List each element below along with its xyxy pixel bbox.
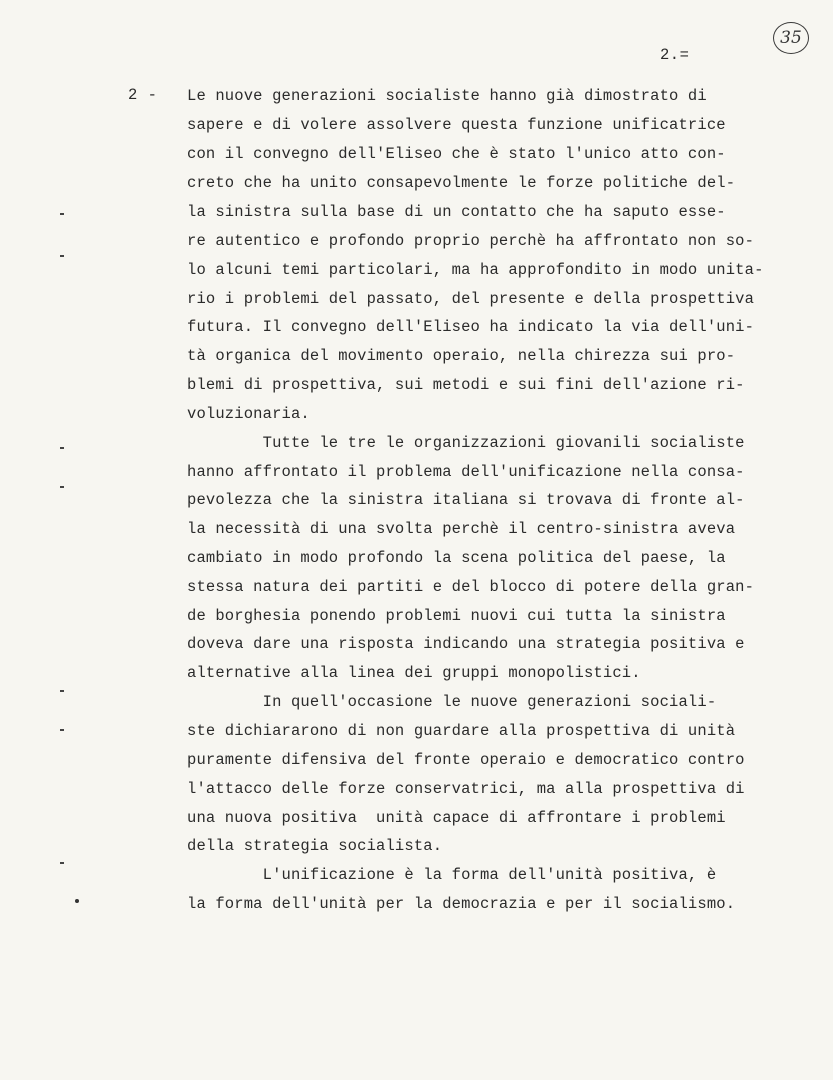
text-line: futura. Il convegno dell'Eliseo ha indicato la via dell'uni- bbox=[187, 318, 755, 336]
text-line: L'unificazione è la forma dell'unità positiva, è bbox=[187, 866, 717, 884]
text-line: In quell'occasione le nuove generazioni sociali- bbox=[187, 693, 717, 711]
text-line: ste dichiararono di non guardare alla prospettiva di unità bbox=[187, 722, 736, 740]
margin-mark bbox=[60, 729, 64, 731]
text-line: con il convegno dell'Eliseo che è stato l'unico atto con- bbox=[187, 145, 726, 163]
text-line: de borghesia ponendo problemi nuovi cui tutta la sinistra bbox=[187, 607, 726, 625]
text-line: la forma dell'unità per la democrazia e per il socialismo. bbox=[187, 895, 736, 913]
text-line: puramente difensiva del fronte operaio e democratico contro bbox=[187, 751, 745, 769]
text-line: pevolezza che la sinistra italiana si trovava di fronte al- bbox=[187, 491, 745, 509]
text-line: creto che ha unito consapevolmente le forze politiche del- bbox=[187, 174, 736, 192]
text-line: della strategia socialista. bbox=[187, 837, 443, 855]
text-line: hanno affrontato il problema dell'unificazione nella consa- bbox=[187, 463, 745, 481]
text-line: blemi di prospettiva, sui metodi e sui fini dell'azione ri- bbox=[187, 376, 745, 394]
text-line: rio i problemi del passato, del presente e della prospettiva bbox=[187, 290, 755, 308]
text-line: sapere e di volere assolvere questa funzione unificatrice bbox=[187, 116, 726, 134]
text-line: la sinistra sulla base di un contatto che ha saputo esse- bbox=[187, 203, 726, 221]
margin-mark bbox=[60, 447, 64, 449]
margin-mark bbox=[60, 862, 64, 864]
text-line: cambiato in modo profondo la scena politica del paese, la bbox=[187, 549, 726, 567]
item-number: 2 - bbox=[128, 86, 158, 104]
margin-mark bbox=[60, 486, 64, 488]
text-line: la necessità di una svolta perchè il centro-sinistra aveva bbox=[187, 520, 736, 538]
margin-mark bbox=[60, 690, 64, 692]
text-line: Le nuove generazioni socialiste hanno già dimostrato di bbox=[187, 87, 707, 105]
margin-mark bbox=[60, 255, 64, 257]
text-line: stessa natura dei partiti e del blocco di potere della gran- bbox=[187, 578, 755, 596]
text-line: voluzionaria. bbox=[187, 405, 310, 423]
text-line: doveva dare una risposta indicando una strategia positiva e bbox=[187, 635, 745, 653]
text-line: re autentico e profondo proprio perchè ha affrontato non so- bbox=[187, 232, 755, 250]
margin-mark bbox=[60, 213, 64, 215]
margin-dot bbox=[75, 899, 79, 903]
text-line: tà organica del movimento operaio, nella chirezza sui pro- bbox=[187, 347, 736, 365]
text-line: una nuova positiva unità capace di affrontare i problemi bbox=[187, 809, 726, 827]
text-line: alternative alla linea dei gruppi monopolistici. bbox=[187, 664, 641, 682]
text-line: Tutte le tre le organizzazioni giovanili socialiste bbox=[187, 434, 745, 452]
text-line: l'attacco delle forze conservatrici, ma alla prospettiva di bbox=[187, 780, 745, 798]
circled-page-number: 35 bbox=[773, 22, 809, 54]
page-number: 2.= bbox=[660, 46, 690, 64]
text-line: lo alcuni temi particolari, ma ha approfondito in modo unita- bbox=[187, 261, 764, 279]
